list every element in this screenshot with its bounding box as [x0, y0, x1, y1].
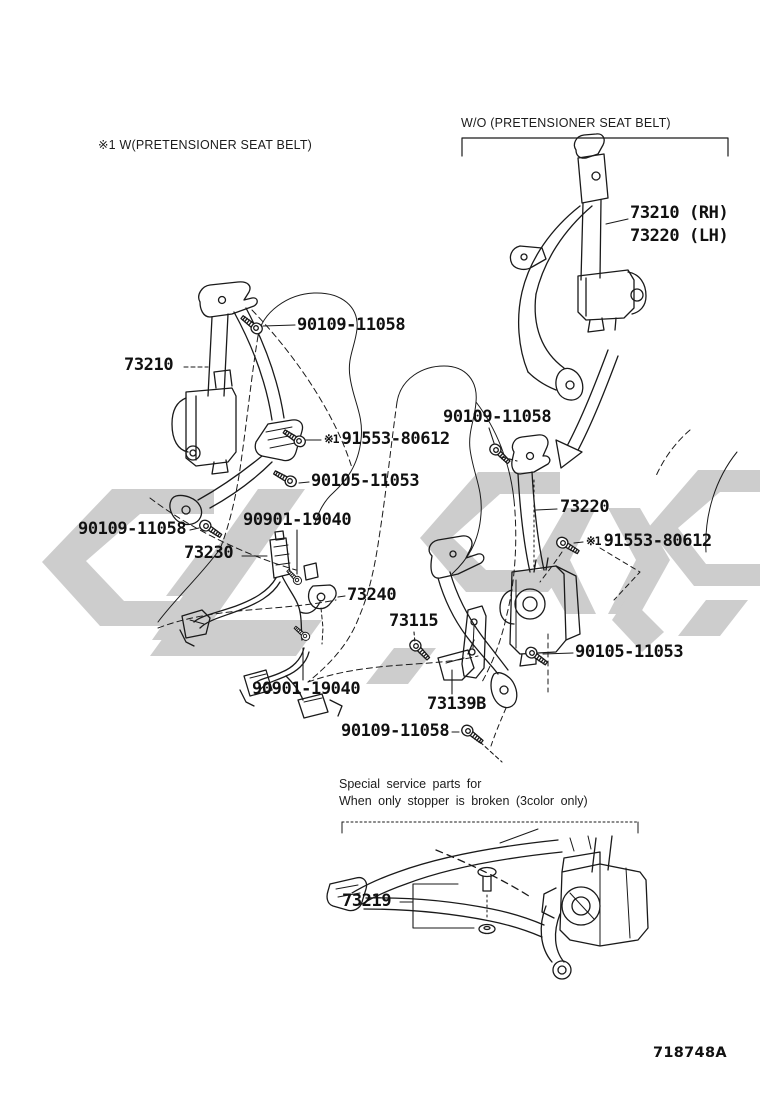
part-label-73210: 73210 [124, 355, 174, 375]
part-label-73220: 73220 [560, 497, 610, 517]
part-label-73220-lh: 73220 (LH) [630, 226, 729, 246]
ref-mark: ※1 [586, 534, 601, 548]
part-label-91553-80612-left [324, 431, 450, 449]
part-label-73219: 73219 [342, 891, 392, 911]
part-label-90109-11058-left: 90109-11058 [78, 519, 187, 539]
part-label-90901-19040-upper: 90901-19040 [243, 510, 352, 530]
special-service-note-line2: When only stopper is broken (3color only) [339, 794, 588, 808]
belt-assembly-wo-pretensioner [510, 134, 646, 400]
part-label-73139b: 73139B [427, 694, 487, 714]
part-label-90109-11058-mid: 90109-11058 [443, 407, 552, 427]
special-service-bracket [342, 822, 638, 833]
part-label-90901-19040-lower: 90901-19040 [252, 679, 361, 699]
wo-header-bracket [462, 138, 728, 156]
part-label-73115: 73115 [389, 611, 439, 631]
part-label-73230: 73230 [184, 543, 234, 563]
part-number: 91553-80612 [341, 429, 450, 449]
part-label-91553-80612-right [586, 533, 712, 551]
part-label-90105-11053-right: 90105-11053 [575, 642, 684, 662]
part-label-90109-11058-top: 90109-11058 [297, 315, 406, 335]
part-73219-bracket [400, 884, 474, 928]
part-number: 91553-80612 [603, 531, 712, 551]
note-wo-pretensioner: W/O (PRETENSIONER SEAT BELT) [461, 116, 671, 130]
part-label-90105-11053-left: 90105-11053 [311, 471, 420, 491]
note-with-pretensioner: ※1 W(PRETENSIONER SEAT BELT) [98, 138, 313, 152]
figure-code: 718748A [653, 1045, 727, 1061]
part-label-73210-rh: 73210 (RH) [630, 203, 729, 223]
part-label-90109-11058-bottom: 90109-11058 [341, 721, 450, 741]
special-service-note-line1: Special service parts for [339, 777, 482, 791]
part-label-73240: 73240 [347, 585, 397, 605]
pointer-arrow [556, 350, 618, 468]
ref-mark: ※1 [324, 432, 339, 446]
